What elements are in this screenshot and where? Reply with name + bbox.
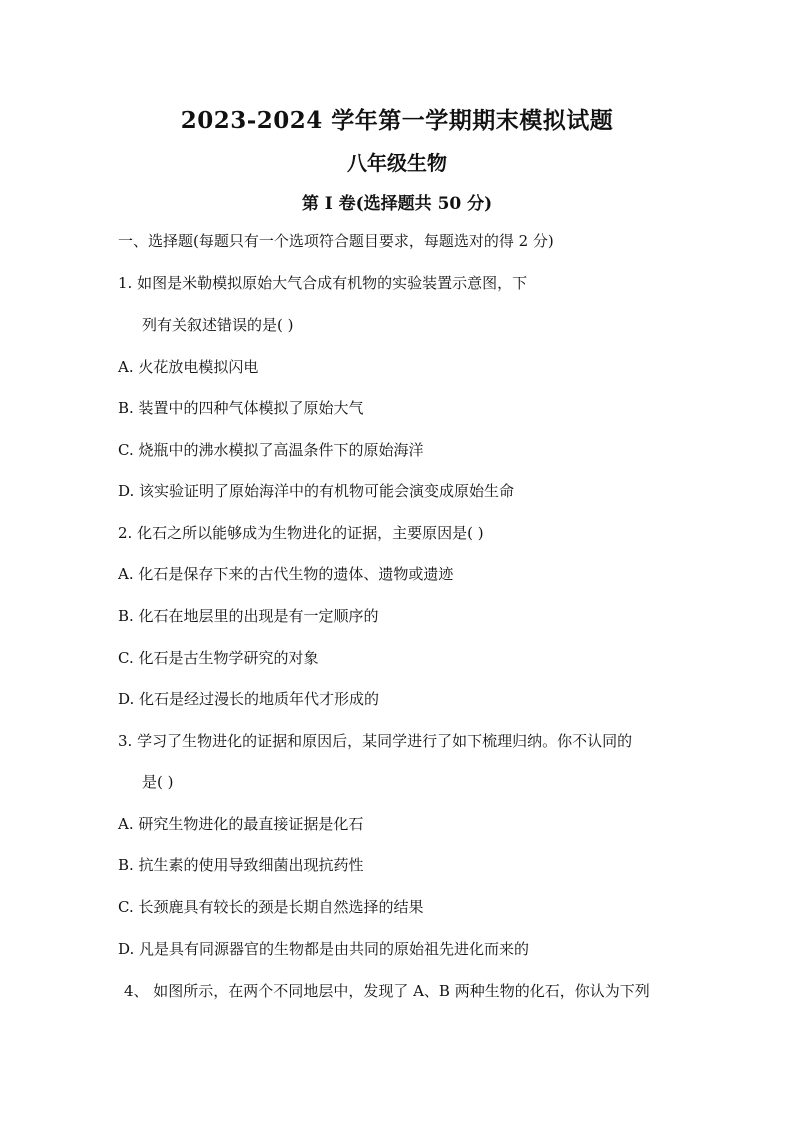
- question-2-option-c: C. 化石是古生物学研究的对象: [118, 649, 319, 667]
- section-heading: 一、选择题(每题只有一个选项符合题目要求，每题选对的得 2 分): [118, 232, 554, 250]
- question-3-option-c: C. 长颈鹿具有较长的颈是长期自然选择的结果: [118, 898, 424, 916]
- question-2-option-d: D. 化石是经过漫长的地质年代才形成的: [118, 690, 380, 708]
- question-1-stem-line-1: 1. 如图是米勒模拟原始大气合成有机物的实验装置示意图，下: [118, 274, 528, 292]
- exam-title: 2023-2024 学年第一学期期末模拟试题: [180, 107, 614, 134]
- question-1-option-b: B. 装置中的四种气体模拟了原始大气: [118, 399, 364, 417]
- question-3-stem-line-2: 是( ): [142, 773, 174, 791]
- question-2-option-a: A. 化石是保存下来的古代生物的遗体、遗物或遗迹: [118, 565, 454, 583]
- part-heading: 第 I 卷(选择题共 50 分): [301, 194, 493, 214]
- question-1-option-a: A. 火花放电模拟闪电: [118, 358, 259, 376]
- question-3-option-d: D. 凡是具有同源器官的生物都是由共同的原始祖先进化而来的: [118, 940, 530, 958]
- question-1-option-d: D. 该实验证明了原始海洋中的有机物可能会演变成原始生命: [118, 482, 515, 500]
- question-3-option-b: B. 抗生素的使用导致细菌出现抗药性: [118, 856, 364, 874]
- question-3-option-a: A. 研究生物进化的最直接证据是化石: [118, 815, 364, 833]
- question-3-stem-line-1: 3. 学习了生物进化的证据和原因后，某同学进行了如下梳理归纳。你不认同的: [118, 732, 633, 750]
- question-1-stem-line-2: 列有关叙述错误的是( ): [142, 316, 294, 334]
- question-4-stem: 4、 如图所示，在两个不同地层中，发现了 A、B 两种生物的化石，你认为下列: [124, 982, 650, 1000]
- exam-subtitle: 八年级生物: [347, 151, 447, 175]
- question-1-option-c: C. 烧瓶中的沸水模拟了高温条件下的原始海洋: [118, 441, 424, 459]
- question-2-option-b: B. 化石在地层里的出现是有一定顺序的: [118, 607, 379, 625]
- question-2-stem: 2. 化石之所以能够成为生物进化的证据，主要原因是( ): [118, 524, 484, 542]
